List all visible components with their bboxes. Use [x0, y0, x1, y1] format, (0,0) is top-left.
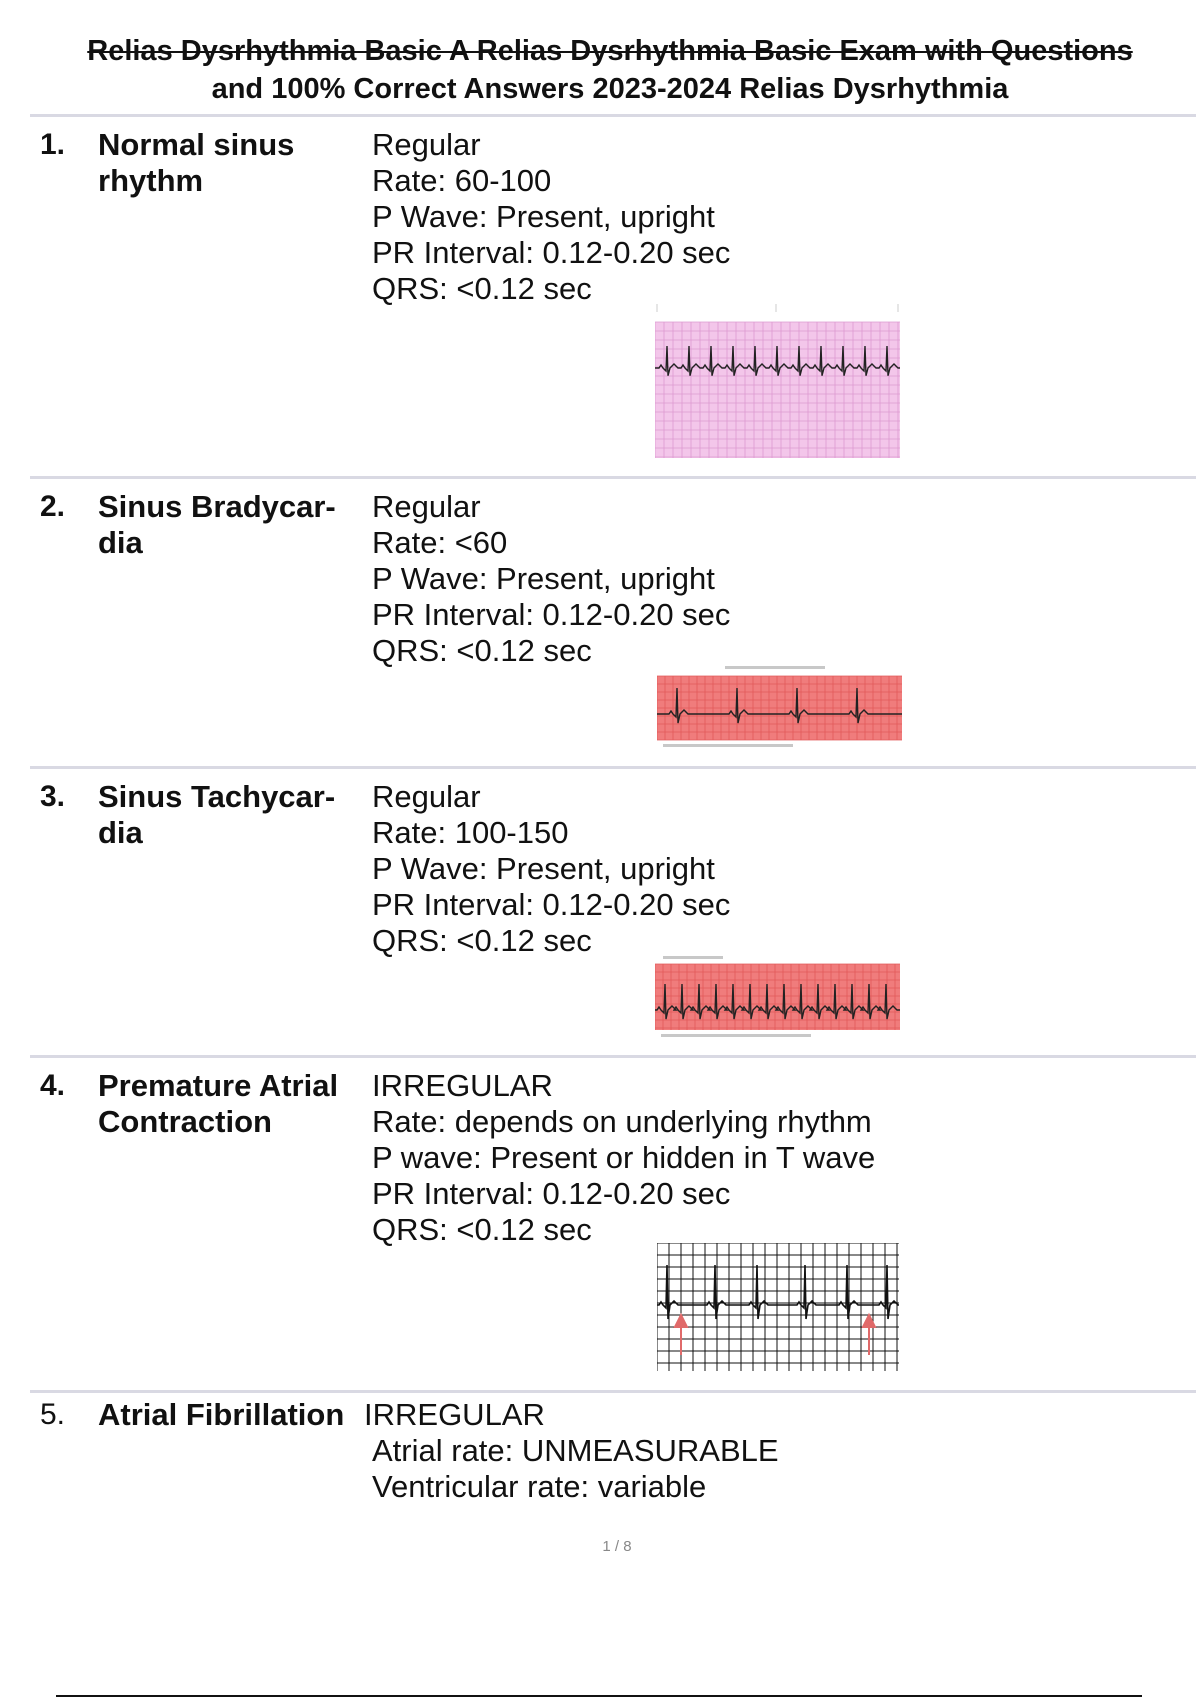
page-indicator: 1 / 8 — [602, 1538, 632, 1555]
definition-line: QRS: <0.12 sec — [372, 271, 592, 306]
divider — [30, 1390, 1196, 1393]
entry-definition — [372, 1068, 1172, 1248]
term-line: Normal sinus — [98, 127, 295, 162]
definition-line: IRREGULAR — [364, 1397, 545, 1432]
term-line: rhythm — [98, 163, 204, 198]
title-line-1: Relias Dysrhythmia Basic A Relias Dysrhythmia Basic Exam with Questions — [87, 35, 1133, 67]
term-line: Sinus Bradycar- — [98, 489, 336, 524]
definition-line: PR Interval: 0.12-0.20 sec — [372, 1176, 731, 1211]
entry-definition — [372, 779, 1172, 959]
definition-line: Rate: <60 — [372, 525, 508, 560]
ecg-strip-sinus-tachycardia — [655, 954, 900, 1040]
divider — [30, 1055, 1196, 1058]
definition-line: P Wave: Present, upright — [372, 851, 715, 886]
term-line: Sinus Tachycar- — [98, 779, 336, 814]
divider — [30, 766, 1196, 769]
definition-line: Rate: depends on underlying rhythm — [372, 1104, 872, 1139]
definition-line: Regular — [372, 779, 481, 814]
divider — [30, 114, 1196, 117]
definition-line: QRS: <0.12 sec — [372, 633, 592, 668]
term-line: dia — [98, 815, 143, 850]
entry-term — [98, 127, 358, 199]
term-line: Contraction — [98, 1104, 272, 1139]
term-line: dia — [98, 525, 143, 560]
definition-line: QRS: <0.12 sec — [372, 1212, 592, 1247]
ecg-strip-normal-sinus-rhythm — [655, 304, 900, 458]
entry-number: 1. — [40, 128, 66, 161]
entry-term — [98, 1397, 378, 1433]
entry-term — [98, 1068, 358, 1140]
ecg-strip-premature-atrial-contraction — [657, 1243, 899, 1373]
definition-line: IRREGULAR — [372, 1068, 553, 1103]
definition-line: P Wave: Present, upright — [372, 199, 715, 234]
definition-line: P wave: Present or hidden in T wave — [372, 1140, 876, 1175]
ecg-strip-sinus-bradycardia — [657, 664, 902, 750]
document-title — [30, 32, 1190, 108]
entry-number: 3. — [40, 780, 66, 813]
title-line-2: and 100% Correct Answers 2023-2024 Relias Dysrhythmia — [211, 73, 1009, 105]
definition-line: Regular — [372, 489, 481, 524]
definition-line: Regular — [372, 127, 481, 162]
definition-line: PR Interval: 0.12-0.20 sec — [372, 597, 731, 632]
entry-definition — [364, 1397, 1172, 1505]
entry-term — [98, 779, 358, 851]
entry-term — [98, 489, 358, 561]
divider — [30, 476, 1196, 479]
definition-line: Rate: 60-100 — [372, 163, 552, 198]
definition-line: Rate: 100-150 — [372, 815, 569, 850]
definition-line: P Wave: Present, upright — [372, 561, 715, 596]
term-line: Premature Atrial — [98, 1068, 339, 1103]
definition-line: Atrial rate: UNMEASURABLE — [372, 1433, 779, 1468]
definition-line: PR Interval: 0.12-0.20 sec — [372, 887, 731, 922]
footer-rule — [56, 1695, 1142, 1697]
entry-number: 5. — [40, 1398, 66, 1431]
definition-line: PR Interval: 0.12-0.20 sec — [372, 235, 731, 270]
entry-definition — [372, 489, 1172, 669]
entry-definition — [372, 127, 1172, 307]
entry-number: 2. — [40, 490, 66, 523]
definition-line: QRS: <0.12 sec — [372, 923, 592, 958]
term-line: Atrial Fibrillation — [98, 1397, 345, 1432]
definition-line: Ventricular rate: variable — [372, 1469, 707, 1504]
entry-number: 4. — [40, 1069, 66, 1102]
